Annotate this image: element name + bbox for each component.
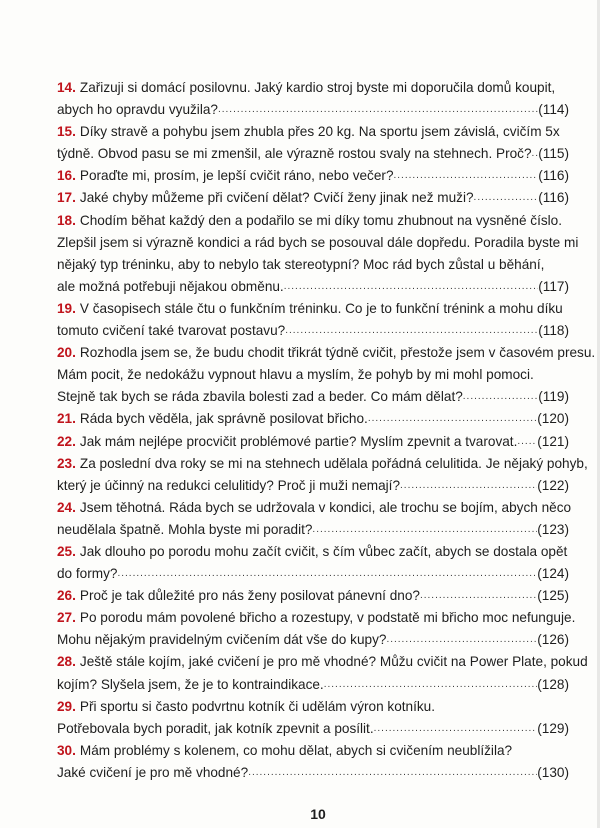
question-text: Jsem těhotná. Ráda bych se udržovala v kondici, ale trochu se bojím, abych něco xyxy=(79,499,572,515)
page-number: 10 xyxy=(310,806,326,822)
page-reference: (128) xyxy=(537,676,569,692)
question-text: V časopisech stále čtu o funkčním tréninku. Co je to funkční trénink a mohu díku xyxy=(79,300,563,316)
question-number: 26. xyxy=(57,588,76,604)
question-text: ale možná potřebuji nějakou obměnu. xyxy=(57,278,284,294)
toc-entry xyxy=(57,541,569,585)
page-reference: (130) xyxy=(537,764,569,780)
toc-entry-line xyxy=(57,674,569,696)
toc-entry-line xyxy=(57,99,569,121)
question-text: Jaké cvičení je pro mě vhodné? xyxy=(57,764,249,780)
toc-entry-line xyxy=(57,497,572,519)
question-number: 28. xyxy=(57,654,76,670)
page-reference: (118) xyxy=(538,323,569,339)
question-text: který je účinný na redukci celulitidy? Proč ji muži nemají? xyxy=(57,477,401,493)
toc-entry xyxy=(57,585,569,607)
toc-entry-line xyxy=(57,607,576,629)
question-text: Zlepšil jsem si výrazně kondici a rád bych se posouval dále dopředu. Poradila byste mi xyxy=(57,234,579,250)
question-text: Jak dlouho po porodu mohu začít cvičit, s čím vůbec začít, abych se dostala opět xyxy=(79,543,568,559)
toc-entry-line xyxy=(57,718,569,740)
question-text: Poraďte mi, prosím, je lepší cvičit ráno, nebo večer? xyxy=(79,168,394,184)
leader-dots xyxy=(324,674,538,696)
toc-entry-line xyxy=(57,386,569,408)
toc-entry xyxy=(57,77,569,121)
toc-entry xyxy=(57,696,569,740)
toc-entry xyxy=(57,740,569,784)
toc-entry-line xyxy=(57,408,569,430)
leader-dots xyxy=(218,99,538,121)
question-text: Díky stravě a pohybu jsem zhubla přes 20 kg. Na sportu jsem závislá, cvičím 5x xyxy=(79,124,560,140)
leader-dots xyxy=(312,519,537,541)
question-text: abych ho opravdu využila? xyxy=(57,102,218,118)
toc-entry-line xyxy=(57,77,569,99)
question-text: Mám pocit, že nedokážu vypnout hlavu a myslím, že pohyb by mi mohl pomoci. xyxy=(57,367,534,383)
page-reference: (122) xyxy=(537,477,569,493)
toc-entry-line xyxy=(57,453,588,475)
leader-dots xyxy=(368,408,537,430)
toc-entry-line xyxy=(57,165,569,187)
question-text: kojím? Slyšela jsem, že je to kontraindikace. xyxy=(57,676,324,692)
page-reference: (129) xyxy=(537,720,569,736)
question-number: 25. xyxy=(57,543,76,559)
question-text: Mám problémy s kolenem, co mohu dělat, abych si cvičením neublížila? xyxy=(79,742,513,758)
toc-entry-line xyxy=(57,585,569,607)
toc-entry-line xyxy=(57,187,569,209)
question-number: 16. xyxy=(57,168,76,184)
question-text: Při sportu si často podvrtnu kotník či udělám výron kotníku. xyxy=(79,698,436,714)
question-text: Rozhodla jsem se, že budu chodit třikrát týdně cvičit, přestože jsem v časovém presu. xyxy=(79,345,596,361)
toc-entry-line xyxy=(57,232,579,254)
leader-dots xyxy=(463,386,538,408)
toc-entry-line xyxy=(57,121,569,143)
question-text: Ještě stále kojím, jaké cvičení je pro mě vhodné? Můžu cvičit na Power Plate, pokud xyxy=(79,654,588,670)
toc-entry xyxy=(57,210,579,298)
toc-entry xyxy=(57,453,588,497)
toc-entry-line xyxy=(57,563,569,585)
toc-entry-line xyxy=(57,740,569,762)
question-text: Proč je tak důležité pro nás ženy posilovat pánevní dno? xyxy=(79,588,420,604)
question-number: 27. xyxy=(57,610,76,626)
leader-dots xyxy=(394,165,539,187)
leader-dots xyxy=(400,475,537,497)
page-reference: (124) xyxy=(537,566,569,582)
page-reference: (125) xyxy=(537,588,569,604)
toc-entry-line xyxy=(57,364,569,386)
question-text: do formy? xyxy=(57,566,118,582)
question-text: Zařizuji si domácí posilovnu. Jaký kardio stroj byste mi doporučila domů koupit, xyxy=(79,80,556,95)
toc-entry-line xyxy=(57,762,569,784)
toc-entry-line xyxy=(57,651,588,673)
question-text: Stejně tak bych se ráda zbavila bolesti zad a beder. Co mám dělat? xyxy=(57,389,463,405)
toc-entry xyxy=(57,607,576,651)
toc-entry xyxy=(57,298,569,342)
toc-entry-line xyxy=(57,342,596,364)
question-number: 24. xyxy=(57,499,76,515)
question-number: 19. xyxy=(57,300,76,316)
page-reference: (116) xyxy=(538,168,569,184)
toc-entry xyxy=(57,121,569,165)
toc-entry-line xyxy=(57,276,569,298)
toc-entry-line xyxy=(57,210,569,232)
question-number: 30. xyxy=(57,742,76,758)
toc-entry-line xyxy=(57,320,569,342)
toc-entry-line xyxy=(57,143,569,165)
question-text: tomuto cvičení také tvarovat postavu? xyxy=(57,323,286,339)
page-reference: (117) xyxy=(538,278,569,294)
page-reference: (119) xyxy=(538,389,569,405)
toc-entry-line xyxy=(57,519,569,541)
toc-entry-line xyxy=(57,254,569,276)
question-text: Potřebovala bych poradit, jak kotník zpevnit a posílit. xyxy=(57,720,374,736)
leader-dots xyxy=(420,585,537,607)
page-reference: (123) xyxy=(537,521,569,537)
page-reference: (115) xyxy=(538,146,569,162)
leader-dots xyxy=(374,718,538,740)
leader-dots xyxy=(284,276,539,298)
toc-entry xyxy=(57,342,596,408)
question-text: Ráda bych věděla, jak správně posilovat břicho. xyxy=(79,411,368,427)
leader-dots xyxy=(532,143,539,165)
page-reference: (114) xyxy=(538,102,569,118)
question-text: neudělala špatně. Mohla byste mi poradit? xyxy=(57,521,313,537)
question-number: 29. xyxy=(57,698,76,714)
question-text: Mohu nějakým pravidelným cvičením dát vše do kupy? xyxy=(57,632,387,648)
leader-dots xyxy=(117,563,537,585)
leader-dots xyxy=(474,187,539,209)
toc-entry-line xyxy=(57,475,569,497)
question-number: 18. xyxy=(57,212,76,228)
toc-entry-line xyxy=(57,298,569,320)
toc-entry xyxy=(57,165,569,187)
toc-entry-line xyxy=(57,629,569,651)
question-text: Za poslední dva roky se mi na stehnech udělala pořádná celulitida. Je nějaký pohyb, xyxy=(79,455,588,471)
leader-dots xyxy=(386,629,537,651)
question-text: týdně. Obvod pasu se mi zmenšil, ale výrazně rostou svaly na stehnech. Proč? xyxy=(57,146,532,162)
table-of-contents xyxy=(57,77,596,784)
toc-entry xyxy=(57,651,588,695)
leader-dots xyxy=(285,320,538,342)
toc-entry xyxy=(57,431,569,453)
question-text: Po porodu mám povolené břicho a rozestupy, v podstatě mi břicho moc nefunguje. xyxy=(79,610,576,626)
toc-entry-line xyxy=(57,696,569,718)
question-number: 17. xyxy=(57,190,76,206)
toc-entry xyxy=(57,187,569,209)
page-reference: (121) xyxy=(537,433,569,449)
question-number: 14. xyxy=(57,80,76,95)
question-number: 21. xyxy=(57,411,76,427)
toc-entry xyxy=(57,497,572,541)
question-text: nějaký typ tréninku, aby to nebylo tak stereotypní? Moc rád bych zůstal u běhání, xyxy=(57,256,545,272)
question-text: Jaké chyby můžeme při cvičení dělat? Cvičí ženy jinak než muži? xyxy=(79,190,474,206)
question-text: Chodím běhat každý den a podařilo se mi díky tomu zhubnout na vysněné číslo. xyxy=(79,212,563,228)
leader-dots xyxy=(248,762,537,784)
page-reference: (126) xyxy=(537,632,569,648)
page-reference: (116) xyxy=(538,190,569,206)
leader-dots xyxy=(517,431,537,453)
toc-entry xyxy=(57,408,569,430)
question-number: 15. xyxy=(57,124,76,140)
toc-entry-line xyxy=(57,431,569,453)
question-number: 20. xyxy=(57,345,76,361)
question-number: 23. xyxy=(57,455,76,471)
question-text: Jak mám nejlépe procvičit problémové partie? Myslím zpevnit a tvarovat. xyxy=(79,433,518,449)
page-reference: (120) xyxy=(537,411,569,427)
toc-entry-line xyxy=(57,541,569,563)
question-number: 22. xyxy=(57,433,76,449)
